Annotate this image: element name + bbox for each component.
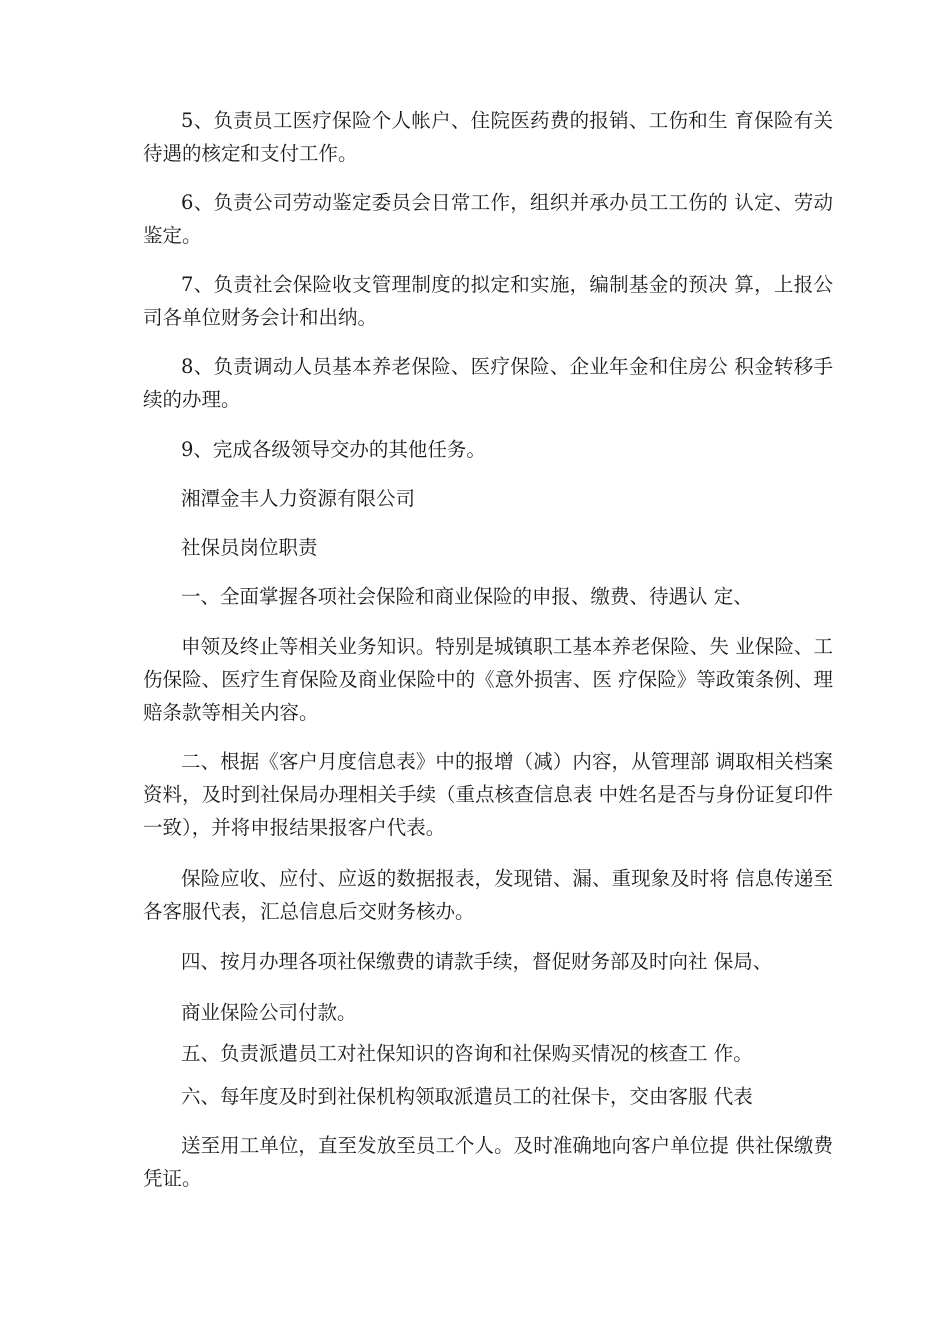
company-name: 湘潭金丰人力资源有限公司 xyxy=(181,487,416,510)
duty-6-continued: 送至用工单位，直至发放至员工个人。及时准确地向客户单位提 供社保缴费凭证。 xyxy=(143,1134,833,1190)
duty-1-continued: 申领及终止等相关业务知识。特别是城镇职工基本养老保险、失 业保险、工伤保险、医疗生育保险及商业保险中的《意外损害、医 疗保险》等政策条例、理赔条款等相关内容。 xyxy=(143,635,833,724)
duty-1-line: 一、全面掌握各项社会保险和商业保险的申报、缴费、待遇认 定、 xyxy=(181,585,753,608)
duty-6-line: 六、每年度及时到社保机构领取派遣员工的社保卡，交由客服 代表 xyxy=(181,1085,753,1108)
paragraph-item-9: 9、完成各级领导交办的其他任务。 xyxy=(181,438,486,461)
section-title: 社保员岗位职责 xyxy=(181,536,318,559)
duty-4-continued: 商业保险公司付款。 xyxy=(181,1001,357,1024)
paragraph-item-5: 5、负责员工医疗保险个人帐户、住院医药费的报销、工伤和生 育保险有关待遇的核定和支付工作。 xyxy=(143,109,833,165)
paragraph-item-6: 6、负责公司劳动鉴定委员会日常工作，组织并承办员工工伤的 认定、劳动鉴定。 xyxy=(143,191,833,247)
paragraph-item-7: 7、负责社会保险收支管理制度的拟定和实施，编制基金的预决 算，上报公司各单位财务会计和出纳。 xyxy=(143,273,833,329)
duty-2: 二、根据《客户月度信息表》中的报增（减）内容，从管理部 调取相关档案资料，及时到社保局办理相关手续（重点核查信息表 中姓名是否与身份证复印件一致），并将申报结果报客户代表。 xyxy=(143,750,833,839)
duty-5: 五、负责派遣员工对社保知识的咨询和社保购买情况的核查工 作。 xyxy=(181,1042,753,1065)
duty-3: 保险应收、应付、应返的数据报表，发现错、漏、重现象及时将 信息传递至各客服代表，汇总信息后交财务核办。 xyxy=(143,867,833,923)
paragraph-item-8: 8、负责调动人员基本养老保险、医疗保险、企业年金和住房公 积金转移手续的办理。 xyxy=(143,355,833,411)
duty-4-line: 四、按月办理各项社保缴费的请款手续，督促财务部及时向社 保局、 xyxy=(181,950,773,973)
